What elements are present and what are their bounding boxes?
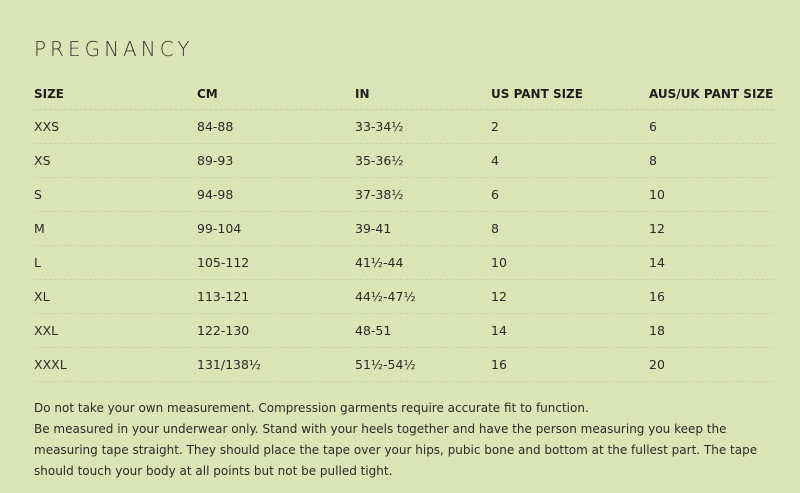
cell-aus-uk-pant-size: 14	[649, 255, 665, 270]
cell-cm: 113-121	[197, 289, 250, 304]
table-row	[34, 348, 774, 382]
cell-cm: 99-104	[197, 221, 242, 236]
cell-us-pant-size: 12	[491, 289, 507, 304]
cell-size: XL	[34, 289, 50, 304]
cell-aus-uk-pant-size: 10	[649, 187, 665, 202]
measurement-notes	[34, 398, 764, 482]
cell-aus-uk-pant-size: 16	[649, 289, 665, 304]
cell-us-pant-size: 8	[491, 221, 499, 236]
cell-aus-uk-pant-size: 20	[649, 357, 665, 372]
cell-in: 41½-44	[355, 255, 404, 270]
table-row	[34, 212, 774, 246]
cell-in: 39-41	[355, 221, 392, 236]
cell-aus-uk-pant-size: 6	[649, 119, 657, 134]
table-row	[34, 314, 774, 348]
cell-us-pant-size: 14	[491, 323, 507, 338]
note-accurate-fit: Do not take your own measurement. Compression garments require accurate fit to function.	[34, 401, 589, 415]
header-in: IN	[355, 87, 370, 101]
header-aus-uk-pant-size: AUS/UK PANT SIZE	[649, 87, 774, 101]
cell-cm: 84-88	[197, 119, 234, 134]
cell-in: 44½-47½	[355, 289, 416, 304]
cell-in: 51½-54½	[355, 357, 416, 372]
cell-cm: 89-93	[197, 153, 234, 168]
cell-in: 48-51	[355, 323, 392, 338]
cell-us-pant-size: 4	[491, 153, 499, 168]
table-row	[34, 110, 774, 144]
cell-size: M	[34, 221, 45, 236]
cell-size: XXS	[34, 119, 60, 134]
cell-in: 37-38½	[355, 187, 404, 202]
cell-in: 35-36½	[355, 153, 404, 168]
header-size: SIZE	[34, 87, 65, 101]
table-header-row	[34, 82, 774, 110]
cell-us-pant-size: 10	[491, 255, 507, 270]
table-row	[34, 280, 774, 314]
cell-in: 33-34½	[355, 119, 404, 134]
cell-aus-uk-pant-size: 8	[649, 153, 657, 168]
cell-size: L	[34, 255, 41, 270]
cell-cm: 122-130	[197, 323, 250, 338]
cell-size: XS	[34, 153, 51, 168]
note-measuring-instructions: Be measured in your underwear only. Stand with your heels together and have the person measuring you keep the measuring tape straight. They should place the tape over your hips, pubic bone and bottom at the fullest part. The tape should touch your body at all points but not be pulled tight.	[34, 422, 758, 478]
table-row	[34, 246, 774, 280]
cell-aus-uk-pant-size: 18	[649, 323, 665, 338]
cell-us-pant-size: 16	[491, 357, 507, 372]
cell-cm: 94-98	[197, 187, 234, 202]
table-row	[34, 144, 774, 178]
table-row	[34, 178, 774, 212]
cell-us-pant-size: 6	[491, 187, 499, 202]
header-us-pant-size: US PANT SIZE	[491, 87, 583, 101]
cell-cm: 131/138½	[197, 357, 262, 372]
cell-us-pant-size: 2	[491, 119, 499, 134]
page-title: PREGNANCY	[34, 37, 194, 61]
cell-size: XXXL	[34, 357, 67, 372]
cell-cm: 105-112	[197, 255, 250, 270]
header-cm: CM	[197, 87, 218, 101]
cell-size: S	[34, 187, 42, 202]
cell-size: XXL	[34, 323, 59, 338]
size-table	[34, 82, 774, 382]
cell-aus-uk-pant-size: 12	[649, 221, 665, 236]
